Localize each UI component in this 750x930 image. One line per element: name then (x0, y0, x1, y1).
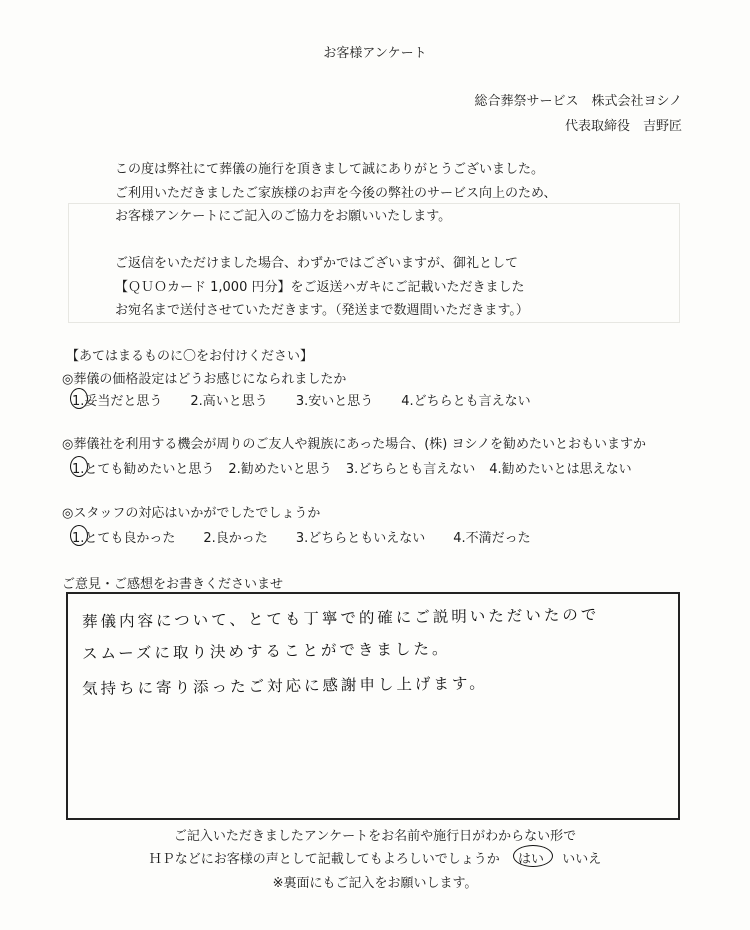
representative-name: 代表取締役 吉野匠 (564, 119, 682, 134)
intro-line: ご返信をいただけました場合、わずかではございますが、御礼として (115, 256, 519, 271)
intro-text (115, 158, 556, 323)
question-1-options (72, 390, 559, 409)
intro-line: この度は弊社にて葬儀の施行を頂きまして誠にありがとうございました。 (115, 162, 545, 177)
q3-option-3[interactable]: 3.どちらともいえない (295, 531, 426, 546)
q1-option-1[interactable]: 1.妥当だと思う (72, 390, 162, 409)
question-3-text: ◎スタッフの対応はいかがでしたでしょうか (62, 506, 321, 521)
q3-option-1[interactable]: 1.とても良かった (72, 527, 175, 546)
intro-line (115, 229, 556, 253)
q1-option-3[interactable]: 3.安いと思う (295, 394, 374, 409)
comment-line: 葬儀内容について、とても丁寧で的確にご説明いただいたので (81, 605, 600, 631)
intro-line: お宛名まで送付させていただきます。（発送まで数週間いただきます。） (115, 303, 529, 318)
comments-label: ご意見・ご感想をお書きくださいませ (62, 577, 284, 592)
question-1-text: ◎葬儀の価格設定はどうお感じになられましたか (62, 372, 347, 387)
q2-option-4[interactable]: 4.勧めたいとは思えない (489, 462, 632, 477)
intro-line: 【ＱＵＯカード 1,000 円分】をご返送ハガキにご記載いただきました (115, 279, 525, 295)
question-3-options (72, 527, 559, 546)
page-title: お客様アンケート (323, 46, 427, 61)
company-name: 総合葬祭サービス 株式会社ヨシノ (474, 94, 682, 109)
footer-line-2 (0, 848, 750, 867)
footer-note: ※裏面にもご記入をお願いします。 (272, 876, 478, 891)
q2-option-2[interactable]: 2.勧めたいと思う (228, 462, 332, 477)
question-2-text: ◎葬儀社を利用する機会が周りのご友人や親族にあった場合、(株) ヨシノを勧めたいとおもいますか (62, 437, 646, 452)
q2-option-3[interactable]: 3.どちらとも言えない (345, 462, 476, 477)
comment-line: スムーズに取り決めすることができました。 (81, 639, 451, 663)
q2-option-1[interactable]: 1.とても勧めたいと思う (72, 458, 214, 477)
intro-line: お客様アンケートにご記入のご協力をお願いいたします。 (115, 209, 452, 224)
footer-line-1: ご記入いただきましたアンケートをお名前や施行日がわからない形で (173, 829, 577, 844)
yes-option[interactable]: はい (518, 848, 544, 867)
q3-option-2[interactable]: 2.良かった (203, 531, 268, 546)
q1-option-4[interactable]: 4.どちらとも言えない (401, 394, 531, 409)
no-option[interactable]: いいえ (562, 852, 602, 867)
publish-question: ＨＰなどにお客様の声として記載してもよろしいでしょうか (148, 852, 500, 867)
comment-line: 気持ちに寄り添ったご対応に感謝申し上げます。 (81, 674, 488, 698)
question-2-options (72, 458, 632, 477)
comments-box[interactable] (66, 592, 680, 820)
instruction: 【あてはまるものに〇をお付けください】 (66, 349, 314, 364)
q1-option-2[interactable]: 2.高いと思う (190, 394, 268, 409)
intro-line: ご利用いただきましたご家族様のお声を今後の弊社のサービス向上のため、 (115, 185, 557, 201)
q3-option-4[interactable]: 4.不満だった (453, 531, 531, 546)
